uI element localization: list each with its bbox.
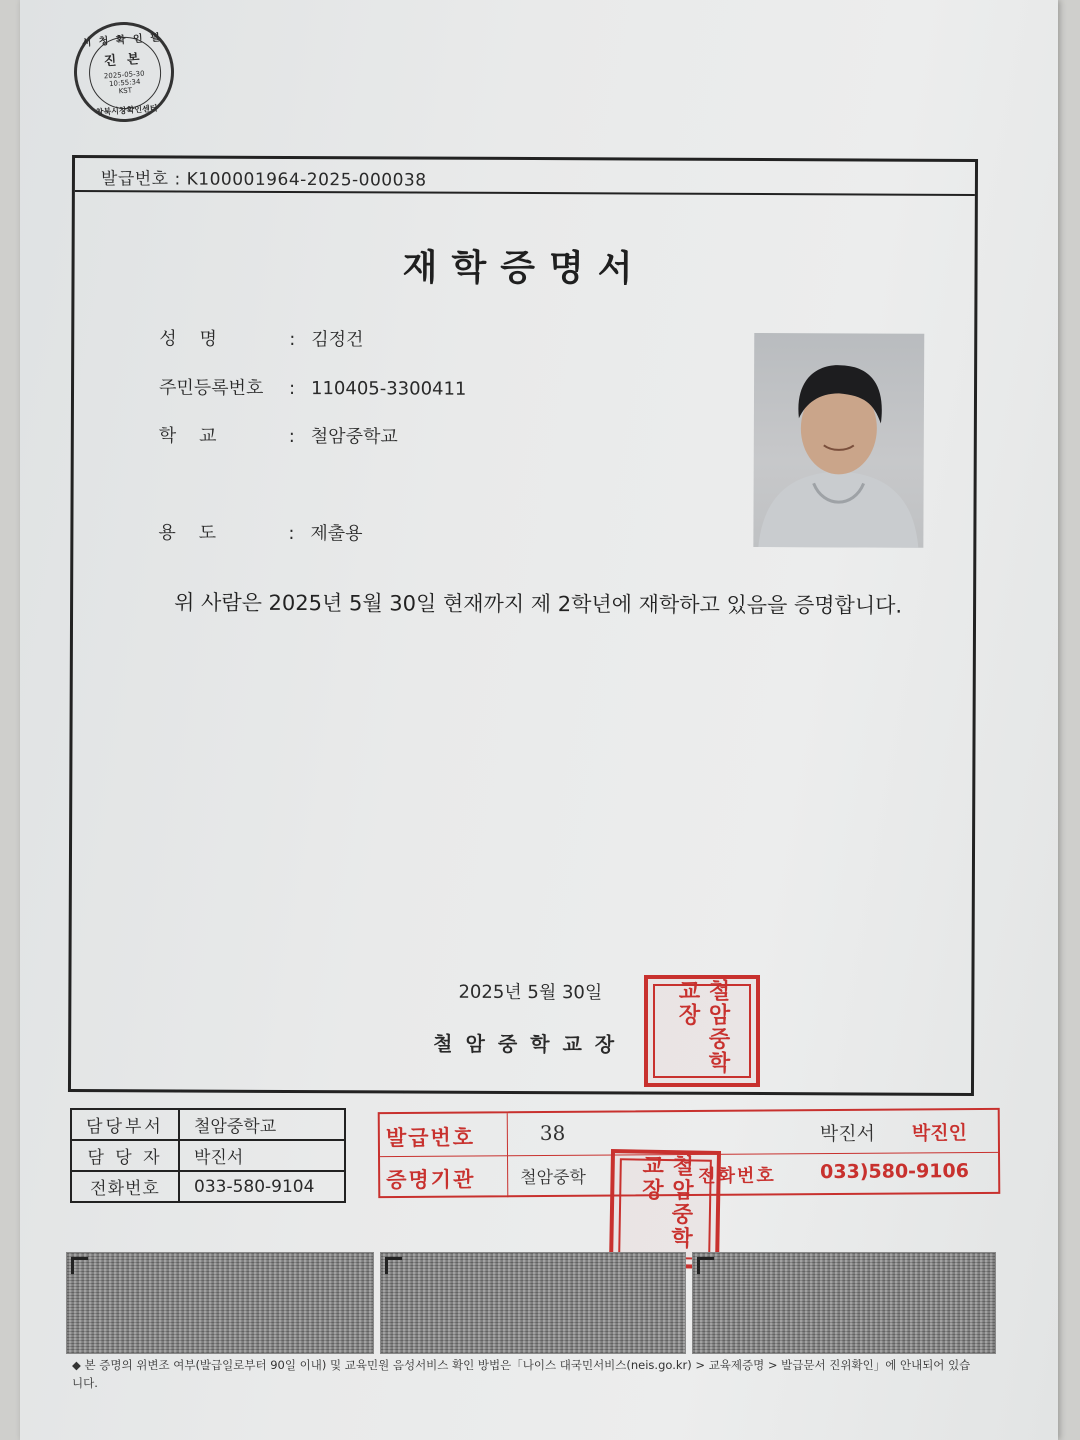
field-purpose: 용 도 : 제출용 bbox=[158, 522, 363, 545]
contact-table: 담당부서 철암중학교 담 당 자 박진서 전화번호 033-580-9104 bbox=[70, 1108, 346, 1203]
verification-seal: 시 청 확 인 필 진 본 2025-05-30 10:55:34 KST 창북시창확인센터 bbox=[71, 19, 178, 126]
barcode-1 bbox=[66, 1252, 374, 1354]
person-value: 박진서 bbox=[179, 1140, 345, 1171]
name-value: 김정건 bbox=[311, 329, 364, 351]
phone-value: 033-580-9104 bbox=[179, 1171, 345, 1202]
barcode-3 bbox=[692, 1252, 996, 1354]
issue-number: 발급번호 : K100001964-2025-000038 bbox=[75, 158, 975, 196]
field-name: 성 명 : 김정건 bbox=[159, 328, 364, 351]
issue-date: 2025년 5월 30일 bbox=[458, 981, 603, 1004]
verification-footnote: ◆ 본 증명의 위변조 여부(발급일로부터 90일 이내) 및 교육민원 음성서비스 확인 방법은「나이스 대국민서비스(neis.go.kr) > 교육제증명 > 발급문서 진위확인」에 안내되어 있습니다. bbox=[72, 1358, 971, 1390]
purpose-value: 제출용 bbox=[310, 523, 363, 545]
field-rrn: 주민등록번호 : 110405-3300411 bbox=[158, 377, 467, 400]
certificate-frame bbox=[68, 155, 978, 1096]
dept-value: 철암중학교 bbox=[179, 1109, 345, 1140]
student-photo bbox=[753, 333, 924, 548]
field-school: 학 교 : 철암중학교 bbox=[158, 425, 398, 448]
principal-seal: 철암중학교장 bbox=[644, 975, 760, 1087]
authority-seal: 철암중학교장 bbox=[609, 1149, 721, 1269]
barcode-2 bbox=[380, 1252, 686, 1354]
document-title: 재학증명서 bbox=[402, 247, 647, 290]
rrn-value: 110405-3300411 bbox=[310, 378, 467, 400]
principal-title: 철암중학교장 bbox=[433, 1031, 628, 1057]
issue-stamp: 발급번호 38 박진서 박진인 증명기관 철암중학 전화번호 033)580-9106 bbox=[378, 1108, 1001, 1198]
certification-statement: 위 사람은 2025년 5월 30일 현재까지 제 2학년에 재학하고 있음을 증명합니다. bbox=[174, 590, 903, 618]
school-value: 철암중학교 bbox=[310, 426, 398, 448]
